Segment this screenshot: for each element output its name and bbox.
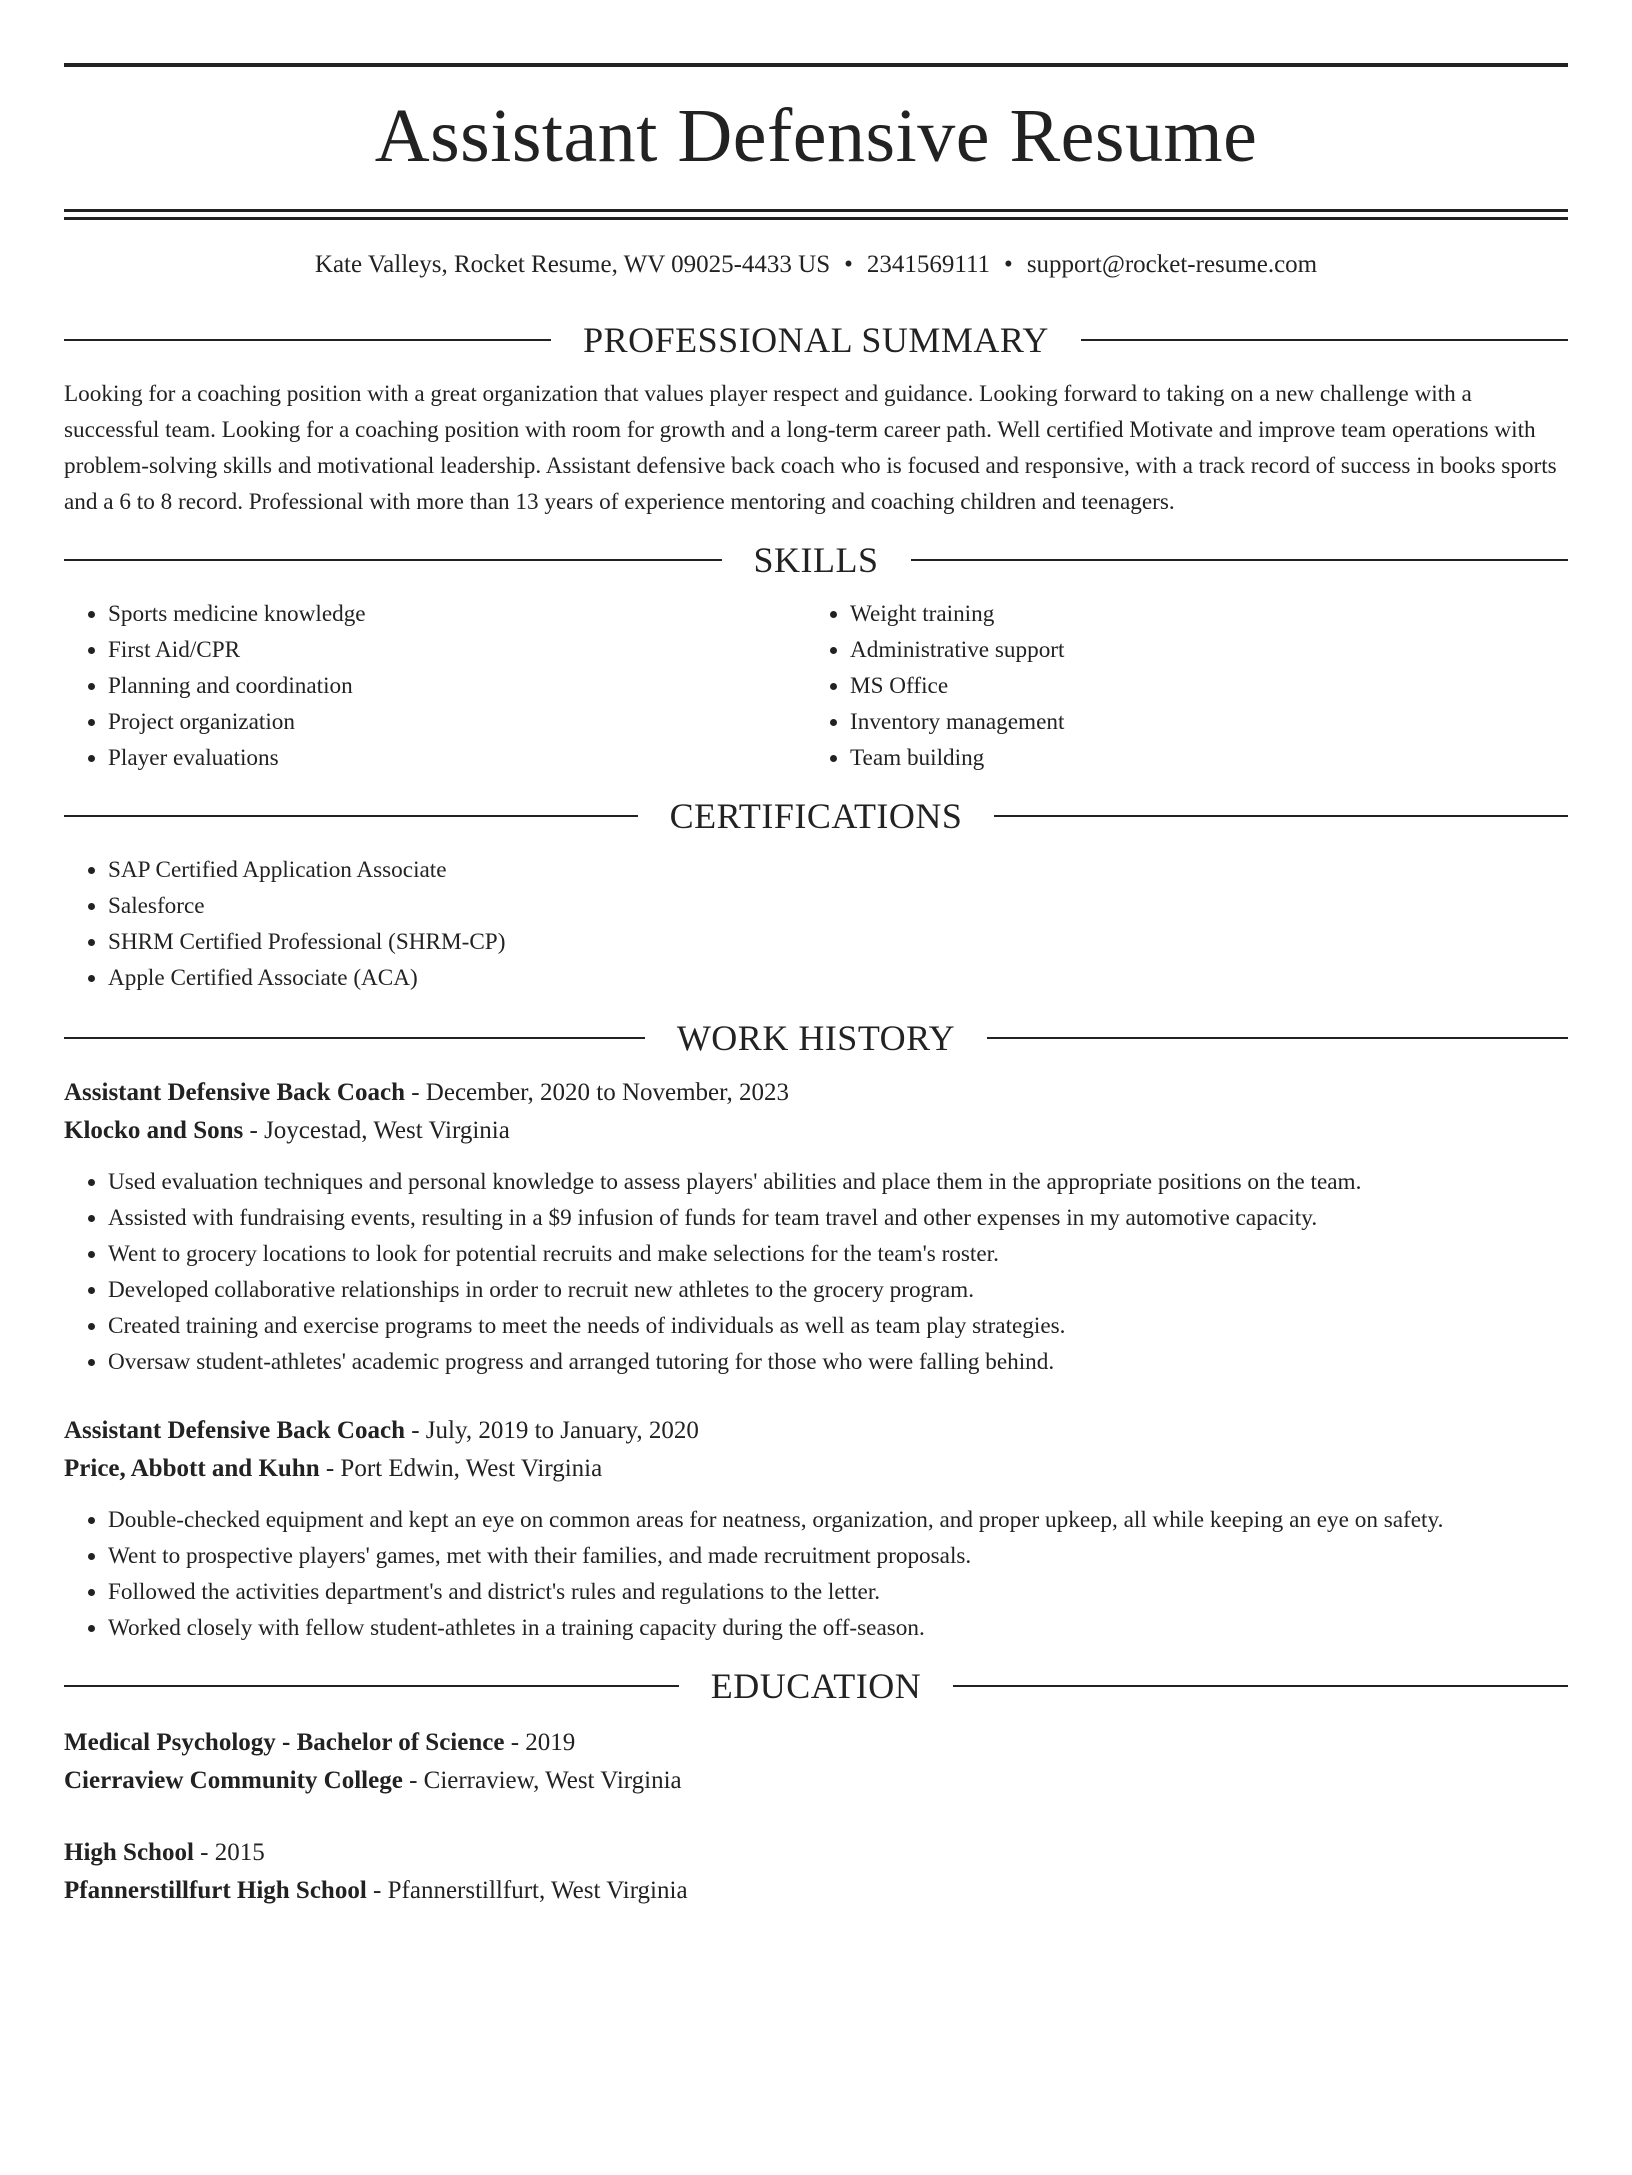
skill-item: • Sports medicine knowledge	[108, 596, 806, 632]
skill-item: • MS Office	[850, 668, 1506, 704]
skill-item: • Planning and coordination	[108, 668, 806, 704]
job-company-line	[64, 1450, 1568, 1488]
education-year: - 2019	[504, 1729, 576, 1756]
section-title: EDUCATION	[710, 1666, 922, 1706]
job-bullet: • Created training and exercise programs to meet the needs of individuals as well as team play strategies.	[108, 1308, 1568, 1344]
section-header-summary	[64, 316, 1568, 364]
summary-text: Looking for a coaching position with a great organization that values player respect and guidance. Looking forward to taking on a new challenge with a successful team. Looking for a coaching position with room for growth and a long-term career path. Well certified Motivate and improve team operations with problem-solving skills and motivational leadership. Assistant defensive back coach who is focused and responsive, with a track record of success in books sports and a 6 to 8 record. Professional with more than 13 years of experience mentoring and coaching children and teenagers.	[64, 381, 1557, 515]
section-header-certifications	[64, 792, 1568, 840]
skills-column-left	[64, 596, 806, 776]
job-dates: - December, 2020 to November, 2023	[404, 1079, 789, 1106]
job-bullet: • Oversaw student-athletes' academic progress and arranged tutoring for those who were falling behind.	[108, 1344, 1568, 1380]
certification-item: • Salesforce	[108, 888, 1568, 924]
contact-line	[64, 250, 1568, 280]
section-rule	[994, 815, 1568, 817]
education-location: - Pfannerstillfurt, West Virginia	[366, 1877, 688, 1904]
section-rule	[911, 559, 1569, 561]
job-dates: - July, 2019 to January, 2020	[404, 1417, 699, 1444]
contact-separator: •	[1004, 251, 1013, 278]
job-company: Price, Abbott and Kuhn	[64, 1455, 320, 1482]
contact-separator: •	[844, 251, 853, 278]
section-title: PROFESSIONAL SUMMARY	[583, 320, 1049, 360]
section-title: WORK HISTORY	[676, 1018, 956, 1058]
section-rule	[64, 339, 551, 341]
section-title: SKILLS	[753, 540, 879, 580]
certification-item: • Apple Certified Associate (ACA)	[108, 960, 1568, 996]
education-location: - Cierraview, West Virginia	[402, 1767, 682, 1794]
job-location: - Joycestad, West Virginia	[243, 1117, 510, 1144]
skills-column-right	[806, 596, 1506, 776]
section-rule	[1081, 339, 1568, 341]
section-title: CERTIFICATIONS	[669, 796, 963, 836]
certifications-list	[64, 852, 1568, 996]
title-double-rule	[64, 209, 1568, 220]
job-bullet: • Followed the activities department's and district's rules and regulations to the letter.	[108, 1574, 1568, 1610]
education-entry	[64, 1724, 1568, 1800]
job-bullet: • Double-checked equipment and kept an eye on common areas for neatness, organization, and proper upkeep, all while keeping an eye on safety.	[108, 1502, 1568, 1538]
section-rule	[64, 559, 722, 561]
job-bullets	[64, 1164, 1568, 1380]
education-degree-line	[64, 1724, 1568, 1762]
skill-item: • Team building	[850, 740, 1506, 776]
contact-email: support@rocket-resume.com	[1026, 251, 1318, 278]
skill-item: • First Aid/CPR	[108, 632, 806, 668]
section-rule	[987, 1037, 1568, 1039]
section-rule	[64, 815, 638, 817]
education-degree: High School	[64, 1839, 194, 1866]
skill-item: • Administrative support	[850, 632, 1506, 668]
education-degree: Medical Psychology - Bachelor of Science	[64, 1729, 505, 1756]
education-school-line	[64, 1762, 1568, 1800]
contact-phone: 2341569111	[866, 251, 991, 278]
job-bullet: • Assisted with fundraising events, resulting in a $9 infusion of funds for team travel and other expenses in my automotive capacity.	[108, 1200, 1568, 1236]
education-school: Pfannerstillfurt High School	[64, 1877, 367, 1904]
education-school-line	[64, 1872, 1568, 1910]
job-location: - Port Edwin, West Virginia	[319, 1455, 603, 1482]
job-bullet: • Worked closely with fellow student-athletes in a training capacity during the off-season.	[108, 1610, 1568, 1646]
job-bullet: • Developed collaborative relationships in order to recruit new athletes to the grocery program.	[108, 1272, 1568, 1308]
education-degree-line	[64, 1834, 1568, 1872]
certification-item: • SAP Certified Application Associate	[108, 852, 1568, 888]
resume-title: Assistant Defensive Resume	[374, 94, 1258, 178]
job-company-line	[64, 1112, 1568, 1150]
job-title: Assistant Defensive Back Coach	[64, 1079, 405, 1106]
section-header-skills	[64, 536, 1568, 584]
certification-item: • SHRM Certified Professional (SHRM-CP)	[108, 924, 1568, 960]
job-bullet: • Went to prospective players' games, met with their families, and made recruitment proposals.	[108, 1538, 1568, 1574]
job-bullet: • Used evaluation techniques and personal knowledge to assess players' abilities and place them in the appropriate positions on the team.	[108, 1164, 1568, 1200]
section-header-work-history	[64, 1014, 1568, 1062]
skill-item: • Project organization	[108, 704, 806, 740]
job-bullet: • Went to grocery locations to look for potential recruits and make selections for the team's roster.	[108, 1236, 1568, 1272]
job-bullets	[64, 1502, 1568, 1646]
job-title-line	[64, 1074, 1568, 1112]
job-entry	[64, 1074, 1568, 1380]
education-year: - 2015	[193, 1839, 265, 1866]
skill-item: • Weight training	[850, 596, 1506, 632]
section-rule	[64, 1037, 645, 1039]
contact-address: Kate Valleys, Rocket Resume, WV 09025-4433 US	[314, 251, 831, 278]
section-rule	[64, 1685, 679, 1687]
education-entry	[64, 1834, 1568, 1910]
top-rule	[64, 63, 1568, 67]
skill-item: • Inventory management	[850, 704, 1506, 740]
section-rule	[953, 1685, 1568, 1687]
skills-list	[64, 596, 1568, 776]
job-title-line	[64, 1412, 1568, 1450]
job-company: Klocko and Sons	[64, 1117, 244, 1144]
section-header-education	[64, 1662, 1568, 1710]
job-title: Assistant Defensive Back Coach	[64, 1417, 405, 1444]
resume-page	[0, 63, 1632, 2175]
job-entry	[64, 1412, 1568, 1646]
skill-item: • Player evaluations	[108, 740, 806, 776]
education-school: Cierraview Community College	[64, 1767, 403, 1794]
